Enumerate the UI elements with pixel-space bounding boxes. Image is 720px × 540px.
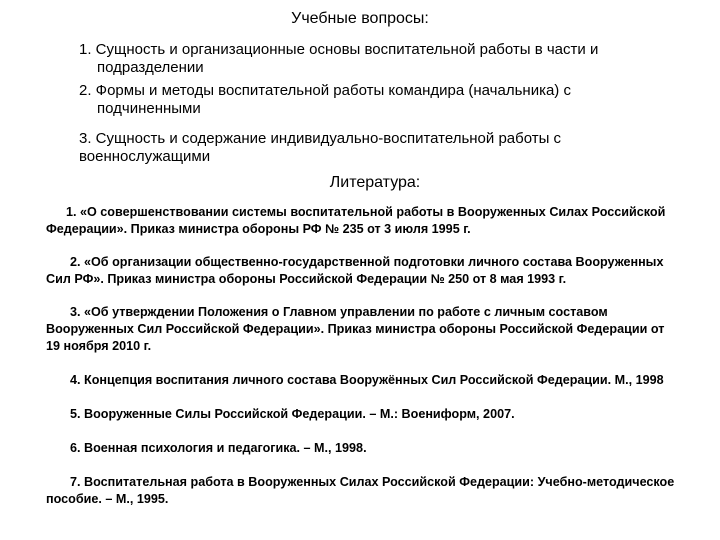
literature-item: 1. «О совершенствовании системы воспитательной работы в Вооруженных Силах Российской Федерации». Приказ министра обороны РФ № 235 от 3 июля 1995 г. [46,205,666,236]
literature-heading: Литература: [329,174,421,191]
question-item: 1. Сущность и организационные основы воспитательной работы в части и подразделении [79,41,599,76]
literature-item: 5. Вооруженные Силы Российской Федерации. – М.: Воениформ, 2007. [70,407,515,421]
question-item: 3. Сущность и содержание индивидуально-воспитательной работы с военнослужащими [79,130,562,165]
literature-item: 3. «Об утверждении Положения о Главном управлении по работе с личным составом Вооруженных Сил Российской Федерации». Приказ министра обороны Российской Федерации от 19 ноября 2010 г. [46,305,665,353]
literature-item: 6. Военная психология и педагогика. – М., 1998. [70,441,367,455]
literature-item: 2. «Об организации общественно-государственной подготовки личного состава Вооруженных Сил РФ». Приказ министра обороны Российской Федерации № 250 от 8 мая 1993 г. [46,255,664,286]
question-item: 2. Формы и методы воспитательной работы командира (начальника) с подчиненными [79,82,571,117]
literature-list [46,204,680,508]
questions-list [79,41,669,166]
literature-item: 7. Воспитательная работа в Вооруженных Силах Российской Федерации: Учебно-методическое пособие. – М., 1995. [46,475,675,506]
literature-item: 4. Концепция воспитания личного состава Вооружённых Сил Российской Федерации. М., 1998 [70,373,664,387]
questions-heading: Учебные вопросы: [291,10,429,27]
